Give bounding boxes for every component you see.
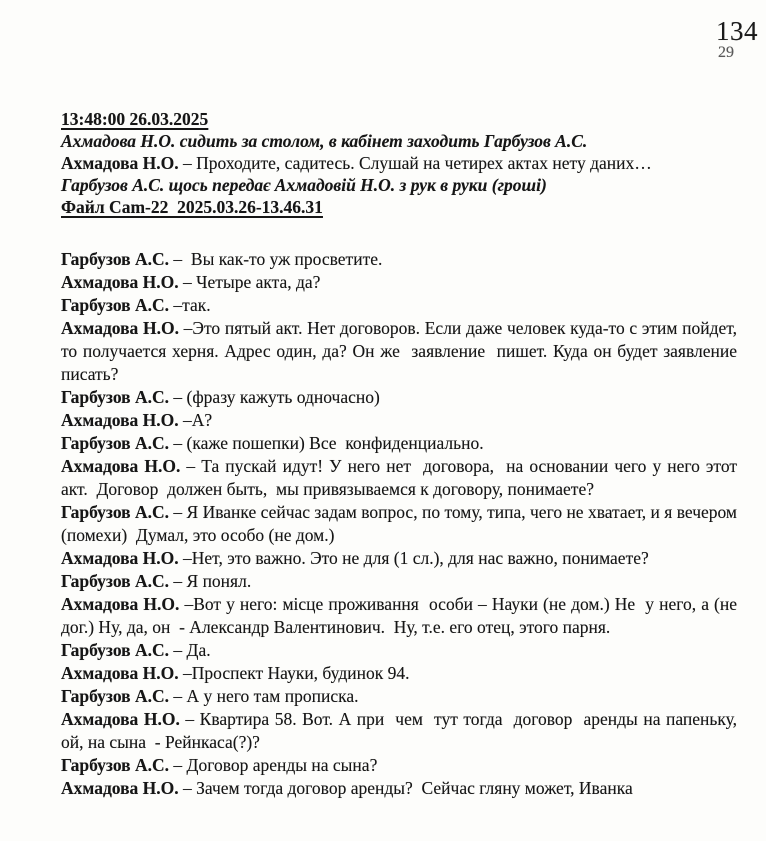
speech-text: –А? [183, 410, 213, 430]
speech-text: – Четыре акта, да? [183, 272, 321, 292]
speech-text: – Проходите, садитесь. Слушай на четирех актах нету даних… [183, 153, 652, 173]
intro-dialogue-line [61, 152, 737, 174]
speech-text: – Вы как-то уж просветите. [173, 249, 383, 269]
dialogue-line [61, 317, 742, 386]
speaker-name: Ахмадова Н.О. [61, 663, 179, 683]
speech-text: –Нет, это важно. Это не для (1 сл.), для нас важно, понимаете? [183, 548, 649, 568]
page-number: 134 [716, 16, 758, 46]
action-note-before: Ахмадова Н.О. сидить за столом, в кабінет заходить Гарбузов А.С. [61, 131, 588, 151]
speech-text: –Проспект Науки, будинок 94. [183, 663, 410, 683]
speaker-name: Гарбузов А.С. [61, 249, 170, 269]
dialogue-line [61, 294, 737, 317]
speech-text: –так. [173, 295, 211, 315]
speaker-name: Гарбузов А.С. [61, 433, 170, 453]
file-reference-line: Файл Cam-22 2025.03.26-13.46.31 [61, 197, 323, 217]
page-numbers [716, 18, 758, 61]
timestamp-line: 13:48:00 26.03.2025 [61, 109, 209, 129]
speaker-name: Ахмадова Н.О. [61, 272, 179, 292]
dialogue-line [61, 708, 742, 754]
speech-text: – Я Иванке сейчас задам вопрос, по тому, типа, чего не хватает, и я вечером (помехи) Думал, это особо (не дом.) [61, 502, 742, 545]
speaker-name: Ахмадова Н.О. [61, 410, 179, 430]
speaker-name: Ахмадова Н.О. [61, 318, 179, 338]
session-header [61, 0, 737, 218]
speech-text: – Да. [173, 640, 211, 660]
speaker-name: Гарбузов А.С. [61, 640, 170, 660]
speech-text: –Вот у него: місце проживання особи – Науки (не дом.) Не у него, а (не дог.) Ну, да, он - Александр Валентинович. Ну, т.е. его отец, этого парня. [61, 594, 742, 637]
dialogue-line [61, 662, 737, 685]
speaker-name: Гарбузов А.С. [61, 571, 170, 591]
speech-text: – (фразу кажуть одночасно) [173, 387, 380, 407]
dialogue-transcript [61, 248, 742, 800]
dialogue-line [61, 639, 737, 662]
speech-text: – (каже пошепки) Все конфиденциально. [173, 433, 484, 453]
speaker-name: Ахмадова Н.О. [61, 153, 179, 173]
dialogue-line [61, 754, 737, 777]
speaker-name: Гарбузов А.С. [61, 295, 170, 315]
dialogue-line [61, 685, 737, 708]
speaker-name: Гарбузов А.С. [61, 686, 170, 706]
action-note-after: Гарбузов А.С. щось передає Ахмадовій Н.О. з рук в руки (гроші) [61, 175, 547, 195]
speech-text: – А у него там прописка. [173, 686, 359, 706]
speaker-name: Ахмадова Н.О. [61, 594, 180, 614]
dialogue-line [61, 455, 742, 501]
dialogue-line [61, 386, 737, 409]
speech-text: –Это пятый акт. Нет договоров. Если даже человек куда-то с этим пойдет, то получается херня. Адрес один, да? Он же заявление пишет. Куда он будет заявление писать? [61, 318, 742, 384]
speaker-name: Ахмадова Н.О. [61, 709, 180, 729]
speech-text: – Я понял. [173, 571, 252, 591]
page-secondary-number: 29 [718, 44, 734, 61]
speaker-name: Гарбузов А.С. [61, 502, 170, 522]
dialogue-line [61, 777, 737, 800]
dialogue-line [61, 593, 742, 639]
speaker-name: Ахмадова Н.О. [61, 778, 179, 798]
speaker-name: Ахмадова Н.О. [61, 548, 179, 568]
speaker-name: Гарбузов А.С. [61, 387, 170, 407]
speech-text: – Квартира 58. Вот. А при чем тут тогда договор аренды на папеньку, ой, на сына - Рейнкаса(?)? [61, 709, 742, 752]
speaker-name: Ахмадова Н.О. [61, 456, 181, 476]
speaker-name: Гарбузов А.С. [61, 755, 170, 775]
speech-text: – Договор аренды на сына? [173, 755, 378, 775]
dialogue-line [61, 432, 737, 455]
speech-text: – Зачем тогда договор аренды? Сейчас гляну может, Иванка [183, 778, 633, 798]
dialogue-line [61, 409, 737, 432]
dialogue-line [61, 570, 737, 593]
speech-text: – Та пускай идут! У него нет договора, на основании чего у него этот акт. Договор должен быть, мы привязываемся к договору, понимаете? [61, 456, 742, 499]
dialogue-line [61, 271, 737, 294]
dialogue-line [61, 501, 742, 547]
dialogue-line [61, 547, 737, 570]
dialogue-line [61, 248, 737, 271]
